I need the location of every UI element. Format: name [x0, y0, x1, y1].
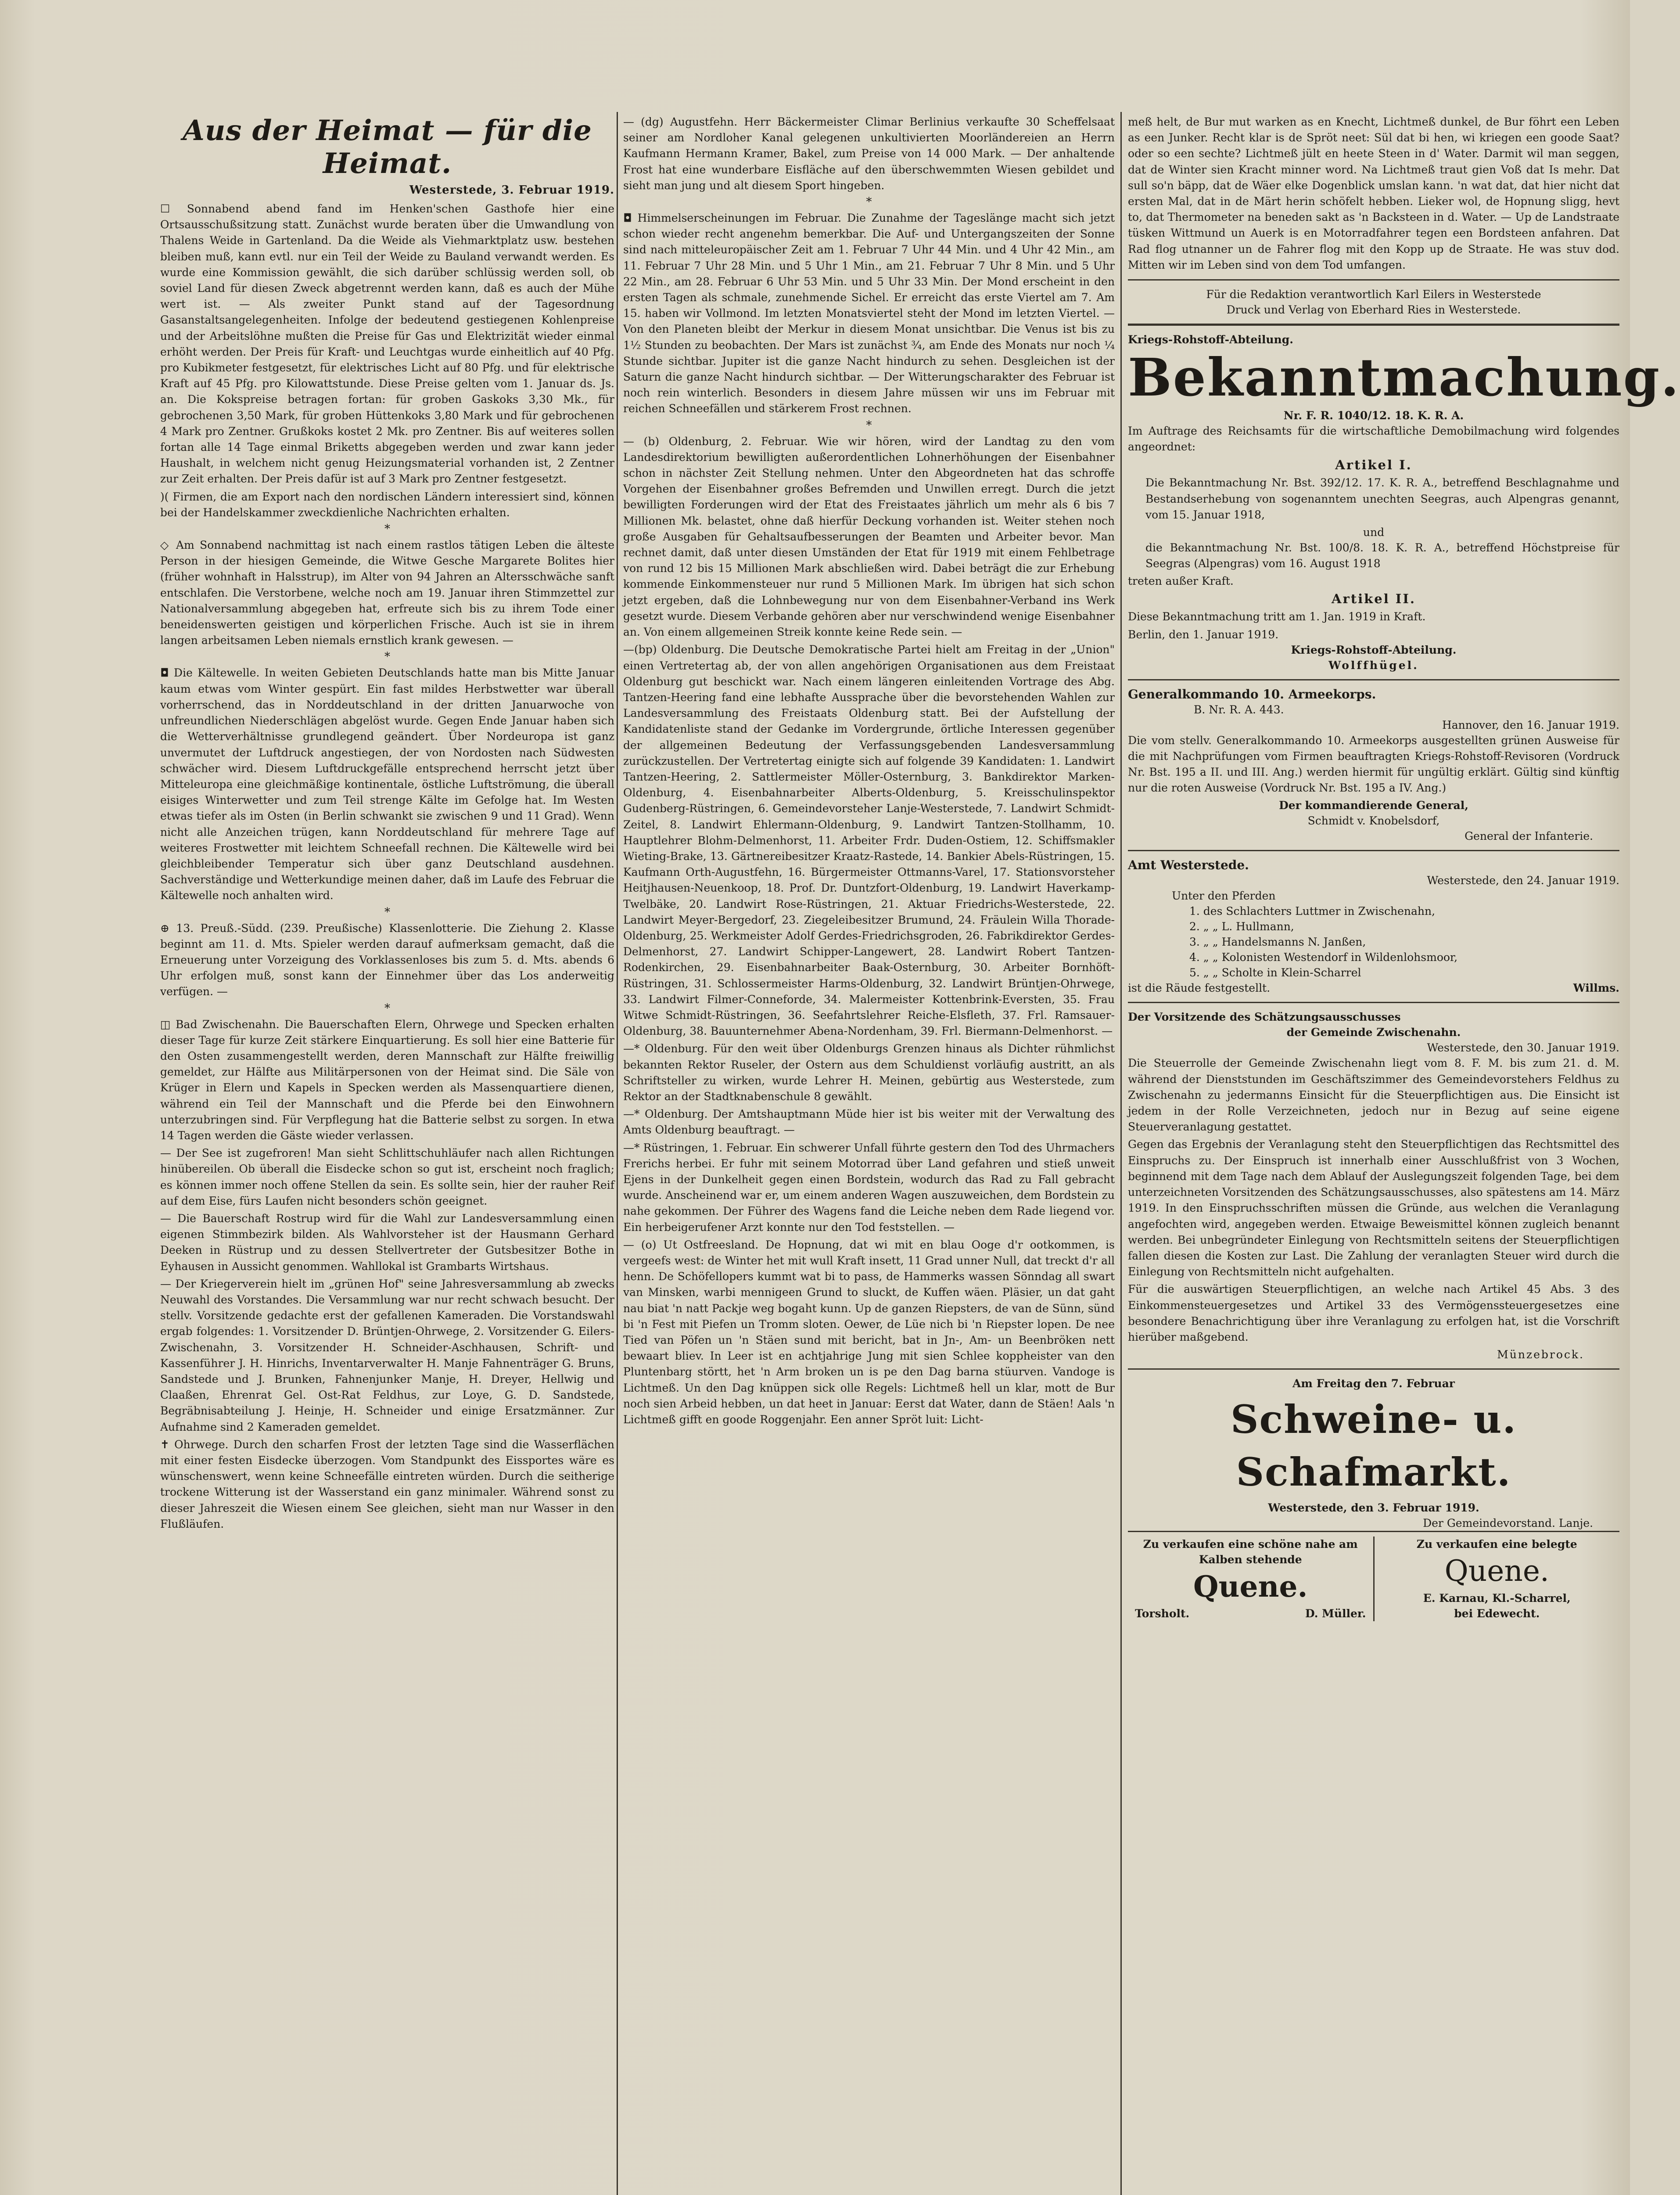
separator-asterisk: * — [384, 1001, 390, 1015]
ad-place: bei Edewecht. — [1454, 1607, 1540, 1620]
notice-text: Am Freitag den 7. Februar — [1292, 1377, 1455, 1390]
notice-text: Die Steuerrolle der Gemeinde Zwischenahn liegt vom 8. F. M. bis zum 21. d. M. während der Dienststunden im Geschäftszimmer des Gemeindevorstehers Feldhus zu Zwischenahn zu jedermanns Einsicht für die Steuerpflichtigen aus. Die Einsicht ist jedem in der Rolle Verzeichneten, jedoch nur in Bezug auf seine eigene Steuerveranlagung gestattet. — [1128, 1057, 1619, 1133]
notice-text: Gegen das Ergebnis der Veranlagung steht den Steuerpflichtigen das Rechtsmittel des Einspruchs zu. Der Einspruch ist innerhalb einer Ausschlußfrist von 3 Wochen, beginnend mit dem Tage nach dem Ablauf der Auslegungszeit folgenden Tage, bei dem unterzeichneten Vorsitzenden des Schätzungsausschusses, also spätestens am 14. März 1919. In den Einspruchsschriften müssen die Gründe, aus welchen die Veranlagung angefochten wird, angegeben werden. Etwaige Beweismittel können zugleich benannt werden. Bei unbegründeter Einlegung von Rechtsmitteln seitens der Steuerpflichtigen fallen diesen die Kosten zur Last. Die Zahlung der veranlagten Steuer wird durch die Einlegung von Rechtsmitteln nicht aufgehalten. — [1128, 1138, 1619, 1278]
news-item: — (o) Ut Ostfreesland. De Hopnung, dat wi mit en blau Ooge d'r ootkommen, is vergeefs west: de Winter het mit wull Kraft insett, 11 Grad unner Null, dat treckt d'r all henn. De Schöfellopers kummt wat bi to pass, de Hammerks wassen Sönndag all swart van Minsken, warbi mennigeen Grund to sluckt, de Kuffen wäen. Pläsier, un dat gaht nau biat 'n natt Packje weg bogaht kunn. Up de ganzen Riepsters, de van de Sünn, sünd bi 'n Fest mit Piefen un Tromm sloten. Oewer, de Lüe nich bi 'n Riepster lopen. De nee Tied van Pöfen un 'n Stäen sund mit bericht, bat in Jn-, Am- un Beenbröken nett bewaart bliev. In Leer ist en achtjahrige Jung mit sien Schlee koppheister van den Pluntenbarg störtt, het 'n Arm broken un is pe den Dag barna stüurven. Vandoge is Lichtmeß. Un den Dag knüppen sick olle Regels: Lichtmeß hell un klar, mott de Bur noch sien Arbeid hebben, un dat heet in Januar: Eerst dat Water, dann de Stäen! Aals 'n Lichtmeß gifft en goode Roggenjahr. Een anner Spröt luit: Licht- — [623, 1238, 1115, 1426]
separator-asterisk: * — [384, 522, 390, 536]
notice-signature: General der Infanterie. — [1465, 830, 1593, 843]
notice-signature: Kriegs-Rohstoff-Abteilung. — [1291, 643, 1457, 656]
notice-text: Im Auftrage des Reichsamts für die wirtschaftliche Demobilmachung wird folgendes angeordnet: — [1128, 425, 1619, 453]
notice-text: Die Bekanntmachung Nr. Bst. 392/12. 17. K. R. A., betreffend Beschlagnahme und Bestandserhebung von sogenanntem unechten Seegras, auch Alpengras genannt, vom 15. Januar 1918, — [1145, 476, 1619, 521]
notice-text: und — [1363, 526, 1385, 539]
notice-number: B. Nr. R. A. 443. — [1194, 703, 1284, 716]
news-item: ◇ Am Sonnabend nachmittag ist nach einem rastlos tätigen Leben die älteste Person in der hiesigen Gemeinde, die Witwe Gesche Margarete Bolites hier (früher wohnhaft in Halsstrup), im Alter von 94 Jahren an Altersschwäche sanft entschlafen. Die Verstorbene, welche noch am 19. Januar ihren Stimmzettel zur Nationalversammlung abgegeben hat, erfreute sich bis zu ihrem Tode einer beneidenswerten geistigen und körperlichen Frische. Auch ist sie in ihrem langen arbeitsamen Leben niemals ernstlich krank gewesen. — — [160, 539, 614, 647]
classified-ad-right — [1375, 1536, 1620, 1621]
separator-asterisk: * — [384, 650, 390, 664]
ad-person: E. Karnau, Kl.-Scharrel, — [1423, 1592, 1571, 1605]
notice-text: die Bekanntmachung Nr. Bst. 100/8. 18. K. R. A., betreffend Höchstpreise für Seegras (Alpengras) vom 16. August 1918 — [1145, 541, 1619, 570]
news-item: ✝ Ohrwege. Durch den scharfen Frost der letzten Tage sind die Wasserflächen mit einer festen Eisdecke überzogen. Vom Standpunkt des Eissportes wäre es wünschenswert, wenn keine Schneefälle eintreten würden. Durch die seitherige trockene Witterung ist der Wasserstand ein ganz minimaler. Während sonst zu dieser Jahreszeit die Wiesen einem See gleichen, sieht man nur Wasser in den Flußläufen. — [160, 1438, 614, 1530]
classified-ad-left — [1128, 1536, 1375, 1621]
divider — [1128, 279, 1619, 281]
news-item: meß helt, de Bur mut warken as en Knecht, Lichtmeß dunkel, de Bur föhrt een Leben as een Junker. Recht klar is de Spröt neet: Sül dat bi hen, wi kriegen een goode Saat? oder so een sechte? Lichtmeß jült en heete Steen in d' Water. Darmit wil man seggen, dat de Winter sien Kracht minner word. Na Lichtmeß traut gien Voß dat Is mehr. Dat sull so'n bäpp, dat de Wäer elke Dogenblick umslan kann. 'n wat dat, dat hier nicht dat ersten Mal, dat in de Märt herin schöfelt hebben. Lieker wol, de Hopnung sligg, hevt to, dat Thermometer na beneden sakt as 'n Backsteen in d. Water. — Up de Landstraate tüsken Wittmund un Auerk is en Motorradfahrer tegen een Bordsteen anfahren. Dat Rad flog utnanner un de Fahrer flog mit den Kopp up de Straate. He was stuv dod. Mitten wir im Leben sind von dem Tod umfangen. — [1128, 115, 1619, 271]
notice-date: Westerstede, den 3. Februar 1919. — [1268, 1501, 1479, 1515]
column-rule — [617, 112, 618, 2195]
notice-date: Berlin, den 1. Januar 1919. — [1128, 628, 1279, 641]
list-item: 3. „ „ Handelsmanns N. Janßen, — [1189, 936, 1366, 949]
notice-schaetzungsausschuss — [1128, 1009, 1619, 1362]
list-item: 1. des Schlachters Luttmer in Zwischenahn, — [1189, 905, 1436, 918]
notice-text: Unter den Pferden — [1172, 889, 1276, 903]
notice-amt-westerstede — [1128, 857, 1619, 996]
ad-text: Zu verkaufen eine belegte — [1416, 1538, 1577, 1551]
news-item: —* Oldenburg. Für den weit über Oldenburgs Grenzen hinaus als Dichter rühmlichst bekannten Rektor Ruseler, der Ostern aus dem Schuldienst vorläufig austritt, an als Schriftsteller zu wirken, wurde Lehrer H. Meinen, gebürtig aus Westerstede, zum Rektor an der Stadtknabenschule 8 gewählt. — [623, 1042, 1115, 1103]
ad-place: Torsholt. — [1135, 1607, 1190, 1620]
notice-text: treten außer Kraft. — [1128, 575, 1234, 588]
news-item: ◫ Bad Zwischenahn. Die Bauerschaften Elern, Ohrwege und Specken erhalten dieser Tage für kurze Zeit stärkere Einquartierung. Es soll hier eine Batterie für den Osten zusammengestellt werden, deren Mannschaft zur Hälfte freiwillig gemeldet, zur Hälfte aus Militärpersonen von der Heimat sind. Die Säle von Krüger in Elern und Kapels in Specken werden als Massenquartiere dienen, während ein Teil der Mannschaft und die Pferde bei den Einwohnern unterzubringen sind. Für Verpflegung hat die Batterie selbst zu sorgen. In etwa 14 Tagen werden die Gäste wieder verlassen. — [160, 1018, 614, 1142]
news-item: — Der Kriegerverein hielt im „grünen Hof" seine Jahresversammlung ab zwecks Neuwahl des Vorstandes. Die Versammlung war nur recht schwach besucht. Der stellv. Vorsitzende gedachte erst der gefallenen Kameraden. Die Vorstandswahl ergab folgendes: 1. Vorsitzender D. Brüntjen-Ohrwege, 2. Vorsitzender G. Eilers-Zwischenahn, 3. Vorsitzender H. Schneider-Aschhausen, Schrift- und Kassenführer J. H. Hinrichs, Inventarverwalter H. Manje Fahnenträger G. Bruns, Sandstede und J. Brunken, Fahnenjunker Manje, H. Dreyer, Hellwig und Claaßen, Ehrenrat Gel. Ost-Rat Feldhus, zur Loye, G. D. Sandstede, Begräbnisabteilung J. Heinje, H. Schneider und einige Ersatzmänner. Zur Aufnahme sind 2 Kameraden gemeldet. — [160, 1277, 614, 1433]
ad-headline: Quene. — [1193, 1569, 1308, 1604]
notice-title: der Gemeinde Zwischenahn. — [1286, 1026, 1461, 1039]
separator-asterisk: * — [866, 195, 872, 209]
ad-text: Zu verkaufen eine schöne nahe am Kalben stehende — [1143, 1538, 1358, 1566]
notice-number: Nr. F. R. 1040/12. 18. K. R. A. — [1283, 409, 1464, 422]
notice-text: Diese Bekanntmachung tritt am 1. Jan. 1919 in Kraft. — [1128, 610, 1426, 623]
notice-signature: Münzebrock. — [1497, 1348, 1584, 1361]
news-item: —* Oldenburg. Der Amtshauptmann Müde hier ist bis weiter mit der Verwaltung des Amts Oldenburg beauftragt. — — [623, 1108, 1115, 1137]
news-item: ⊕ 13. Preuß.-Südd. (239. Preußische) Klassenlotterie. Die Ziehung 2. Klasse beginnt am 11. d. Mts. Spieler werden darauf aufmerksam gemacht, daß die Erneuerung unter Vorzeigung des Vorklassenloses bis zum 5. d. Mts. abends 6 Uhr erfolgen muß, sonst kann der Einnehmer über das Los anderweitig verfügen. — — [160, 921, 614, 998]
imprint: Druck und Verlag von Eberhard Ries in Westerstede. — [1226, 303, 1521, 317]
news-item: — (b) Oldenburg, 2. Februar. Wie wir hören, wird der Landtag zu den vom Landesdirektorium bewilligten außerordentlichen Lohnerhöhungen der Eisenbahner schon in nächster Zeit Stellung nehmen. Unter den Abgeordneten hat das schroffe Vorgehen der Eisenbahner großes Befremden und Unwillen erregt. Durch die jetzt bewilligten Forderungen wird der Etat des Freistaates jährlich um mehr als 6 bis 7 Millionen Mk. belastet, ohne daß hierfür Deckung vorhanden ist. Weiter stehen noch große Ausgaben für Gehaltsaufbesserungen der Beamten und Arbeiter bevor. Man rechnet damit, daß unter diesen Umständen der Etat für 1919 mit einem Fehlbetrage von rund 12 bis 15 Millionen Mark abschließen wird. Dabei beträgt die zur Erhebung kommende Einkommensteuer nur rund 5 Millionen Mark. Im übrigen hat sich schon jetzt ergeben, daß die Lohnbewegung nur von dem Eisenbahner-Verband ins Werk gesetzt wurde. Diesem Verbande gehören aber nur verschwindend wenige Eisenbahner an. Von einem allgemeinen Streik konnte keine Rede sein. — — [623, 435, 1115, 639]
notice-title: Generalkommando 10. Armeekorps. — [1128, 687, 1376, 702]
notice-signature: Der Gemeindevorstand. Lanje. — [1423, 1517, 1593, 1530]
divider — [1128, 324, 1619, 326]
separator-asterisk: * — [384, 905, 390, 919]
news-item: — Der See ist zugefroren! Man sieht Schlittschuhläufer nach allen Richtungen hinübereilen. Ob überall die Eisdecke schon so gut ist, erscheint noch fraglich; es können immer noch offene Stellen da sein. Es sollte sein, hier der rauher Reif auf dem Eise, fürs Laufen nicht besonders schön geeignet. — [160, 1147, 614, 1207]
dateline: Westerstede, 3. Februar 1919. — [409, 184, 614, 197]
list-item: 2. „ „ L. Hullmann, — [1189, 920, 1294, 933]
column-1 — [160, 114, 614, 2195]
notice-markt — [1128, 1376, 1619, 1531]
divider — [1128, 1368, 1619, 1370]
news-item: ◘ Die Kältewelle. In weiten Gebieten Deutschlands hatte man bis Mitte Januar kaum etwas vom Winter gespürt. Ein fast mildes Herbstwetter war überall vorherrschend, das in Norddeutschland in der dritten Januarwoche von unfreundlichen Niederschlägen abgelöst wurde. Gegen Ende Januar haben sich die Wetterverhältnisse grundlegend geändert. Über Nordeuropa ist ganz unvermutet der Luftdruck angestiegen, der von Nordosten nach Südwesten schwächer wird. Diesem Luftdruckgefälle entsprechend herrscht jetzt über Mitteleuropa eine gleichmäßige kontinentale, östliche Luftströmung, die überall eisiges Winterwetter und zum Teil strenge Kälte im Gefolge hat. Im Westen etwas tiefer als im Osten (in Berlin schwankt sie zwischen 9 und 11 Grad). Wenn nicht alle Anzeichen trügen, kann Norddeutschland für mehrere Tage auf weiteres Frostwetter mit leichtem Schneefall rechnen. Die Kältewelle wird bei gleichbleibender Temperatur sich über ganz Deutschland ausdehnen. Sachverständige und Wetterkundige meinen daher, daß im Laufe des Februar die Kältewelle noch anhalten wird. — [160, 666, 614, 902]
divider — [1128, 1002, 1619, 1003]
section-heading: Aus der Heimat — für die Heimat. — [183, 114, 592, 180]
classified-ads — [1128, 1531, 1619, 1621]
notice-title: Amt Westerstede. — [1128, 858, 1249, 873]
ad-headline: Quene. — [1444, 1554, 1549, 1588]
notice-signature: Willms. — [1573, 982, 1619, 995]
ad-person: D. Müller. — [1305, 1607, 1366, 1620]
notice-date: Hannover, den 16. Januar 1919. — [1442, 718, 1619, 731]
notice-bekanntmachung — [1128, 332, 1680, 673]
notice-title: Der Vorsitzende des Schätzungsausschusses — [1128, 1011, 1401, 1024]
column-2 — [623, 114, 1115, 2195]
news-item: — Die Bauerschaft Rostrup wird für die Wahl zur Landesversammlung einen eigenen Stimmbezirk bilden. Als Wahlvorsteher ist der Hausmann Gerhard Deeken in Rüstrup und zu dessen Stellvertreter der Gutsbesitzer Bothe in Eyhausen in Aussicht genommen. Wahllokal ist Grambarts Wirtshaus. — [160, 1212, 614, 1273]
divider — [1128, 679, 1619, 680]
news-item: —* Rüstringen, 1. Februar. Ein schwerer Unfall führte gestern den Tod des Uhrmachers Frerichs herbei. Er fuhr mit seinem Motorrad über Land gefahren und stieß unweit Ejens in der Dunkelheit gegen einen Bordstein, wodurch das Rad zu Fall gebracht wurde. Anscheinend war er, um einem anderen Wagen auszuweichen, dem Bordstein zu nahe gekommen. Der Führer des Wagens fand die Leiche neben dem Rade liegend vor. Ein herbeigerufener Arzt konnte nur den Tod feststellen. — — [623, 1141, 1115, 1234]
news-item: —(bp) Oldenburg. Die Deutsche Demokratische Partei hielt am Freitag in der „Union" einen Vertretertag ab, der von allen angehörigen Organisationen aus dem Freistaat Oldenburg gut beschickt war. Nach einem längeren einleitenden Vortrage des Abg. Tantzen-Heering fand eine lebhafte Aussprache über die bevorstehenden Wahlen zur Landesversammlung des Freistaats Oldenburg statt. Bei der Aufstellung der Kandidatenliste stand der Gedanke im Vordergrunde, örtliche Interessen gegenüber der allgemeinen Bedeutung der Verfassungsgebenden Landesversammlung zurückzustellen. Der Vertretertag einigte sich auf folgende 39 Kandidaten: 1. Landwirt Tantzen-Heering, 2. Sattlermeister Möller-Osternburg, 3. Bankdirektor Marken-Oldenburg, 4. Eisenbahnarbeiter Alberts-Oldenburg, 5. Kreisschulinspektor Gudenberg-Rüstringen, 6. Gemeindevorsteher Lanje-Westerstede, 7. Landwirt Schmidt-Zeitel, 8. Landwirt Ehlermann-Oldenburg, 9. Landwirt Tantzen-Stollhamm, 10. Hauptlehrer Blohm-Delmenhorst, 11. Arbeiter Frdr. Duden-Ostiem, 12. Schiffsmakler Wieting-Brake, 13. Gärtnereibesitzer Kraatz-Rastede, 14. Bankier Abels-Rüstringen, 15. Kaufmann Orth-Augustfehn, 16. Bürgermeister Ottmanns-Varel, 17. Stationsvorsteher Heitjhausen-Neuenkoop, 18. Prof. Dr. Duntzfort-Oldenburg, 19. Landwirt Haverkamp-Twelbäke, 20. Landwirt Rose-Rüstringen, 21. Aktuar Friedrichs-Westerstede, 22. Landwirt Meyer-Bergedorf, 23. Ziegeleibesitzer Brumund, 24. Fräulein Willa Thorade-Oldenburg, 25. Werkmeister Adolf Gerdes-Friedrichsgroden, 26. Fabrikdirektor Gerdes-Delmenhorst, 27. Landwirt Schipper-Langewert, 28. Landwirt Robert Tantzen-Rodenkirchen, 29. Eisenbahnarbeiter Baak-Osternburg, 30. Arbeiter Bornhöft-Rüstringen, 31. Schlossermeister Harms-Oldenburg, 32. Landwirt Brüntjen-Ohrwege, 33. Landwirt Filmer-Conneforde, 34. Malermeister Kottenbrink-Eversten, 35. Frau Witwe Schmidt-Rüstringen, 36. Seefahrtslehrer Reiche-Elsfleth, 37. Frl. Ramsauer-Oldenburg, 38. Bauunternehmer Abena-Nordenham, 39. Frl. Biermann-Delmenhorst. — — [623, 643, 1115, 1038]
notice-date: Westerstede, den 30. Januar 1919. — [1427, 1041, 1619, 1054]
list-item: 4. „ „ Kolonisten Westendorf in Wildenlohsmoor, — [1189, 951, 1458, 964]
notice-signature: Schmidt v. Knobelsdorf, — [1307, 814, 1440, 828]
separator-asterisk: * — [866, 418, 872, 432]
notice-article: Artikel II. — [1331, 591, 1416, 607]
news-item: ◘ Himmelserscheinungen im Februar. Die Zunahme der Tageslänge macht sich jetzt schon wieder recht angenehm bemerkbar. Die Auf- und Untergangszeiten der Sonne sind nach mitteleuropäischer Zeit am 1. Februar 7 Uhr 44 Min. und 4 Uhr 42 Min., am 11. Februar 7 Uhr 28 Min. und 5 Uhr 1 Min., am 21. Februar 7 Uhr 8 Min. und 5 Uhr 22 Min., am 28. Februar 6 Uhr 53 Min. und 5 Uhr 33 Min. Der Mond erscheint in den ersten Tagen als schmale, zunehmende Sichel. Er erreicht das erste Viertel am 7. Am 15. haben wir Vollmond. Im letzten Monatsviertel steht der Mond im letzten Viertel. — Von den Planeten bleibt der Merkur in diesem Monat unsichtbar. Die Venus ist bis zu 1½ Stunden zu beobachten. Der Mars ist zunächst ¾, am Ende des Monats nur noch ¼ Stunde sichtbar. Jupiter ist die ganze Nacht hindurch zu sehen. Desgleichen ist der Saturn die ganze Nacht hindurch sichtbar. — Der Witterungscharakter des Februar ist noch rein winterlich. Besonders in diesem Jahre müssen wir uns im Februar mit reichen Schneefällen und stärkerem Frost rechnen. — [623, 212, 1115, 415]
notice-text: ist die Räude festgestellt. — [1128, 982, 1271, 995]
news-item: )( Firmen, die am Export nach den nordischen Ländern interessiert sind, können bei der Handelskammer zweckdienliche Nachrichten erhalten. — [160, 490, 614, 519]
news-item: ☐ Sonnabend abend fand im Henken'schen Gasthofe hier eine Ortsausschußsitzung statt. Zunächst wurde beraten über die Umwandlung von Thalens Weide in Gartenland. Da die Weide als Viehmarktplatz usw. bestehen bleiben muß, kann evtl. nur ein Teil der Weide zu Bauland verwandt werden. Es wurde eine Kommission gewählt, die sich darüber schlüssig werden soll, ob soviel Land für diesen Zweck abgetrennt werden kann, daß es auch der Mühe wert ist. — Als zweiter Punkt stand auf der Tagesordnung Gasanstaltsangelegenheiten. Infolge der bedeutend gestiegenen Kohlenpreise und der Arbeitslöhne mußten die Preise für Gas und Elektrizität wieder einmal erhöht werden. Der Preis für Kraft- und Leuchtgas wurde einheitlich auf 40 Pfg. pro Kubikmeter festgesetzt, für elektrisches Licht auf 80 Pfg. und für elektrische Kraft auf 45 Pfg. pro Kilowattstunde. Diese Preise gelten vom 1. Januar ds. Js. an. Die Kokspreise betragen fortan: für groben Gaskoks 3,30 Mk., für gebrochenen 3,50 Mark, für groben Hüttenkoks 3,80 Mark und für gebrochenen 4 Mark pro Zentner. Grußkoks kostet 2 Mk. pro Zentner. Bis auf weiteres sollen fortan alle 14 Tage einmal Briketts abgegeben werden und zwar kann jeder Haushalt, in welchem nicht genug Heizungsmaterial vorhanden ist, 2 Zentner zur Zeit erhalten. Der Preis dafür ist auf 3 Mark pro Zentner festgesetzt. — [160, 202, 614, 486]
notice-article: Artikel I. — [1335, 457, 1412, 473]
notice-label: Kriegs-Rohstoff-Abteilung. — [1128, 333, 1293, 346]
column-3 — [1128, 114, 1680, 2195]
list-item: 5. „ „ Scholte in Klein-Scharrel — [1189, 966, 1361, 979]
news-item: — (dg) Augustfehn. Herr Bäckermeister Climar Berlinius verkaufte 30 Scheffelsaat seiner am Nordloher Kanal gelegenen unkultivierten Moorländereien an Herrn Kaufmann Hermann Kramer, Bakel, zum Preise von 14 000 Mark. — Der anhaltende Frost hat eine wunderbare Eisfläche auf den überschwemmten Wiesen gebildet und sieht man jung und alt diesem Sport hingeben. — [623, 115, 1115, 192]
divider — [1128, 850, 1619, 851]
column-rule — [1120, 112, 1122, 2195]
notice-signature: Der kommandierende General, — [1279, 799, 1468, 812]
notice-text: Für die auswärtigen Steuerpflichtigen, an welche nach Artikel 45 Abs. 3 des Einkommensteuergesetzes und Artikel 33 des Vermögenssteuergesetzes eine besondere Benachrichtigung über ihre Veranlagung zu erfolgen hat, ist die Vorschrift hierüber maßgebend. — [1128, 1283, 1619, 1343]
notice-text: Die vom stellv. Generalkommando 10. Armeekorps ausgestellten grünen Ausweise für die mit Nachprüfungen vom Firmen beauftragten Kriegs-Rohstoff-Revisoren (Vordruck Nr. Bst. 195 a II. und III. Ang.) werden hiermit für ungültig erklärt. Gültig sind künftig nur die roten Ausweise (Vordruck Nr. Bst. 195 a IV. Ang.) — [1128, 734, 1619, 795]
notice-title: Schweine- u. Schafmarkt. — [1230, 1396, 1517, 1495]
imprint: Für die Redaktion verantwortlich Karl Eilers in Westerstede — [1206, 288, 1541, 301]
notice-generalkommando — [1128, 687, 1619, 844]
notice-title: Bekanntmachung. — [1128, 347, 1680, 408]
notice-date: Westerstede, den 24. Januar 1919. — [1427, 874, 1619, 887]
notice-signature: Wolffhügel. — [1328, 658, 1419, 672]
